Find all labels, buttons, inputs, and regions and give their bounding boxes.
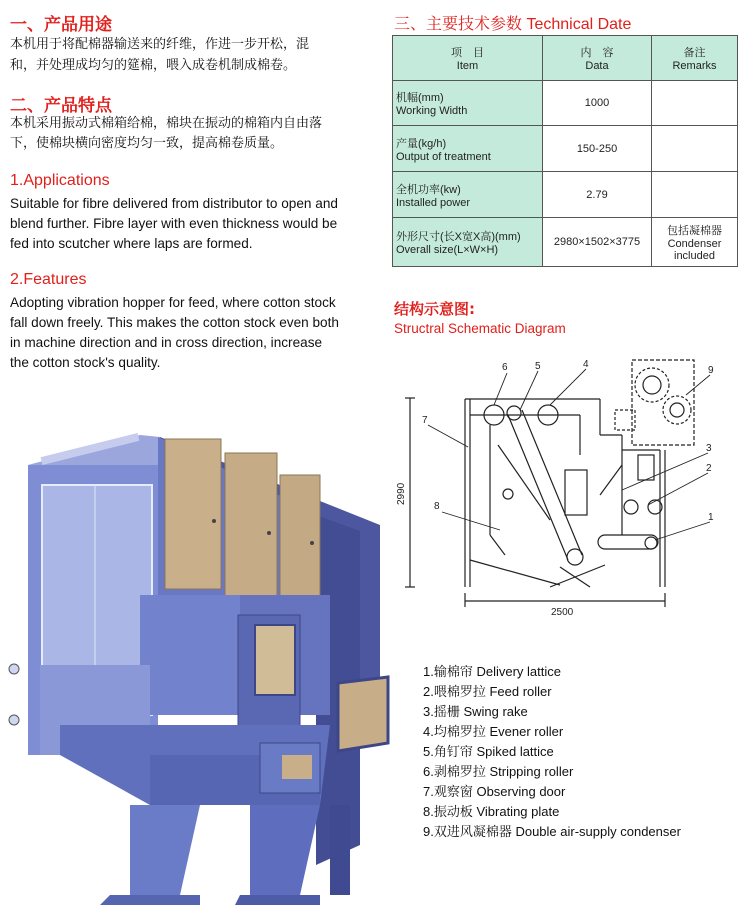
applications-line2: blend further. Fibre layer with even thickness would be: [10, 216, 338, 231]
features-cn-text-line2: 下，使棉块横向密度均匀一致，提高棉卷质量。: [10, 136, 284, 151]
row-remark: [652, 81, 738, 126]
row-remark-text: included: [674, 250, 715, 262]
header-data: [543, 36, 652, 81]
legend-item: 9.双进风凝棉器 Double air-supply condenser: [423, 824, 681, 839]
features-cn-title: 二、产品特点: [10, 96, 112, 116]
header-data-en: Data: [585, 60, 609, 72]
row-label: [393, 218, 543, 267]
table-row: [393, 172, 738, 218]
tech-title: 三、主要技术参数 Technical Date: [394, 16, 632, 33]
table-row: [393, 81, 738, 126]
header-data-cn: 内 容: [580, 47, 614, 59]
callout-9: 9: [708, 365, 714, 376]
row-label-en: Output of treatment: [396, 150, 491, 163]
legend-item: 1.输棉帘 Delivery lattice: [423, 664, 561, 679]
row-value: 1000: [543, 81, 652, 126]
machine-photo: [0, 425, 400, 905]
row-label-en: Installed power: [396, 196, 470, 209]
schematic-diagram: [390, 355, 730, 620]
callout-6: 6: [502, 362, 508, 373]
features-title: 2.Features: [10, 271, 87, 288]
applications-title: 1.Applications: [10, 172, 110, 189]
header-remarks-en: Remarks: [672, 60, 717, 72]
row-label-en: Overall size(L×W×H): [396, 244, 499, 256]
dimension-width: 2500: [551, 607, 574, 618]
features-line4: the cotton stock's quality.: [10, 355, 161, 370]
legend-item: 5.角钉帘 Spiked lattice: [423, 744, 554, 759]
diagram-title-cn: 结构示意图:: [394, 300, 475, 318]
features-line1: Adopting vibration hopper for feed, where cotton stock: [10, 295, 336, 310]
purpose-text-line1: 本机用于将配棉器输送来的纤维，作进一步开松，混: [10, 37, 310, 52]
callout-8: 8: [434, 501, 440, 512]
tech-spec-table: [392, 35, 738, 267]
row-remark-text: Condenser: [667, 238, 722, 250]
callout-2: 2: [706, 463, 712, 474]
row-label: [393, 172, 543, 218]
row-label-en: Working Width: [396, 105, 468, 117]
row-remark: [652, 172, 738, 218]
header-remarks: [652, 36, 738, 81]
legend-item: 7.观察窗 Observing door: [423, 784, 566, 799]
header-item: [393, 36, 543, 81]
row-label: [393, 81, 543, 126]
row-value: 2.79: [543, 172, 652, 218]
legend-item: 8.振动板 Vibrating plate: [423, 804, 560, 819]
legend-item: 2.喂棉罗拉 Feed roller: [423, 684, 552, 699]
purpose-title: 一、产品用途: [10, 15, 112, 35]
header-remarks-cn: 备注: [683, 47, 706, 59]
applications-line3: fed into scutcher where laps are formed.: [10, 236, 253, 251]
legend-item: 3.摇栅 Swing rake: [423, 704, 528, 719]
table-row: [393, 218, 738, 267]
row-remark: [652, 126, 738, 172]
legend-item: 4.均棉罗拉 Evener roller: [423, 724, 564, 739]
row-remark: [652, 218, 738, 267]
header-item-en: Item: [456, 60, 479, 72]
row-value: 150-250: [543, 126, 652, 172]
callout-3: 3: [706, 443, 712, 454]
features-line3: in machine direction and in cross direction, increase: [10, 335, 323, 350]
row-remark-text: 包括凝棉器: [667, 225, 722, 237]
legend-item: 6.剥棉罗拉 Stripping roller: [423, 764, 574, 779]
row-label-cn: 机幅(mm): [396, 92, 444, 104]
table-header-row: [393, 36, 738, 81]
row-label-cn: 产量(kg/h): [396, 137, 447, 150]
dimension-height: 2990: [396, 482, 407, 505]
row-label: [393, 126, 543, 172]
applications-line1: Suitable for fibre delivered from distributor to open and: [10, 196, 338, 211]
diagram-title-en: Structral Schematic Diagram: [394, 321, 566, 336]
callout-1: 1: [708, 512, 714, 523]
table-row: [393, 126, 738, 172]
row-label-cn: 外形尺寸(长X宽X高)(mm): [396, 231, 521, 243]
features-line2: fall down freely. This makes the cotton stock even both: [10, 315, 339, 330]
features-cn-text-line1: 本机采用振动式棉箱给棉，棉块在振动的棉箱内自由落: [10, 116, 323, 131]
purpose-text-line2: 和，并处理成均匀的筵棉，喂入成卷机制成棉卷。: [10, 58, 297, 73]
row-label-cn: 全机功率(kw): [396, 183, 461, 196]
row-value: 2980×1502×3775: [543, 218, 652, 267]
callout-4: 4: [583, 359, 589, 370]
callout-7: 7: [422, 415, 428, 426]
callout-5: 5: [535, 361, 541, 372]
header-item-cn: 项 目: [451, 47, 484, 59]
